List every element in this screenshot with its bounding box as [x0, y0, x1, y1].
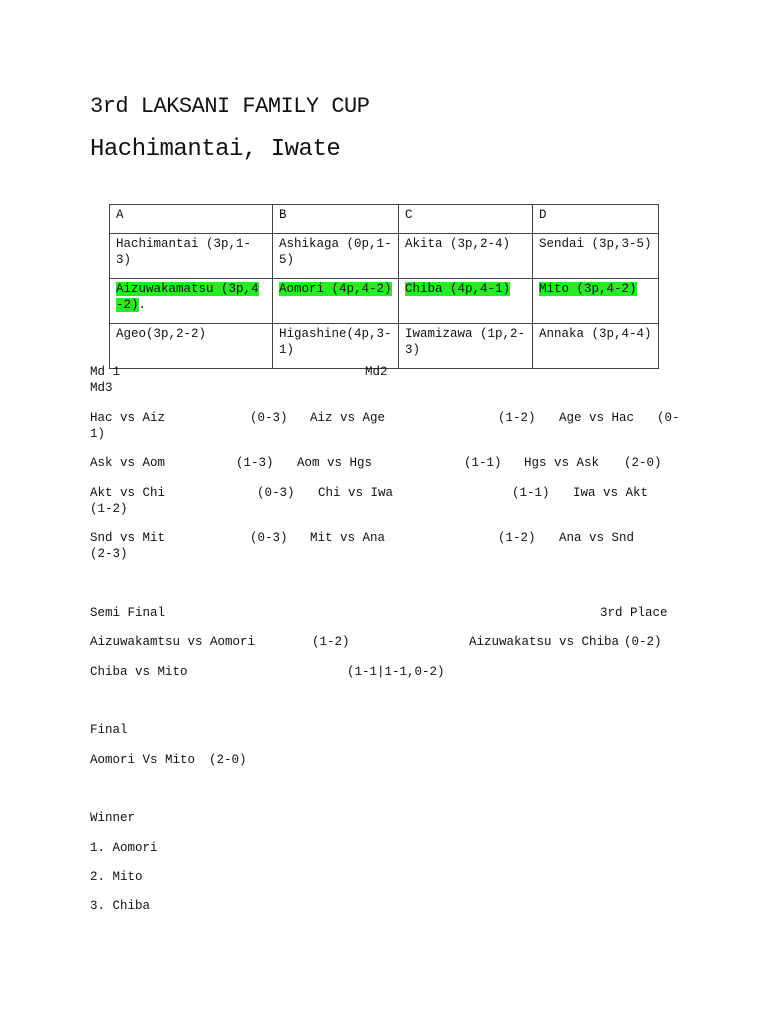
group-cell: Higashine(4p,3-1): [273, 324, 399, 369]
md2-match: Chi vs Iwa: [318, 486, 394, 500]
final-label: Final: [90, 723, 128, 737]
third-place-score: (0-2): [624, 635, 662, 649]
highlighted-text: Aizuwakamatsu (3p,4-2): [116, 282, 259, 312]
md3-score-wrap: (1-2): [90, 502, 128, 516]
group-header-a: A: [110, 205, 273, 234]
md1-score: (0-3): [257, 486, 295, 500]
md2-match: Mit vs Ana: [310, 531, 386, 545]
group-cell: Ageo(3p,2-2): [110, 324, 273, 369]
groups-table: [109, 204, 659, 369]
group-cell: Annaka (3p,4-4): [533, 324, 659, 369]
highlighted-text: Chiba (4p,4-1): [405, 282, 511, 296]
semi-final-label: Semi Final: [90, 606, 166, 620]
winner-label: Winner: [90, 811, 136, 825]
md2-match: Aom vs Hgs: [297, 456, 373, 470]
md2-score: (1-2): [498, 531, 536, 545]
highlighted-text: Mito (3p,4-2): [539, 282, 637, 296]
group-cell: Ashikaga (0p,1-5): [273, 234, 399, 279]
md2-score: (1-1): [464, 456, 502, 470]
md3-label: Md3: [90, 381, 113, 395]
winner-place-1: 1. Aomori: [90, 841, 158, 855]
md3-score-wrap: 1): [90, 427, 106, 441]
md3-score-wrap: (2-3): [90, 547, 128, 561]
final-match: Aomori Vs Mito: [90, 753, 196, 767]
group-cell-highlighted: [273, 279, 399, 324]
md3-score: (0-: [657, 411, 680, 425]
highlighted-text: Aomori (4p,4-2): [279, 282, 392, 296]
md1-score: (1-3): [236, 456, 274, 470]
final-score: (2-0): [209, 753, 247, 767]
groups-header-row: [110, 205, 659, 234]
table-row: [110, 324, 659, 369]
md1-label: Md 1: [90, 365, 121, 379]
md3-match: Iwa vs Akt: [573, 486, 649, 500]
third-place-match: Aizuwakatsu vs Chiba: [469, 635, 620, 649]
group-header-d: D: [533, 205, 659, 234]
md2-label: Md2: [365, 365, 388, 379]
md3-match: Age vs Hac: [559, 411, 635, 425]
semi-match-1: Aizuwakamtsu vs Aomori: [90, 635, 256, 649]
third-place-label: 3rd Place: [600, 606, 668, 620]
group-header-b: B: [273, 205, 399, 234]
winner-place-3: 3. Chiba: [90, 899, 151, 913]
md1-match: Snd vs Mit: [90, 531, 166, 545]
semi-score-2: (1-1|1-1,0-2): [347, 665, 445, 679]
md1-score: (0-3): [250, 411, 288, 425]
document-location: Hachimantai, Iwate: [90, 136, 341, 163]
group-cell: Sendai (3p,3-5): [533, 234, 659, 279]
semi-match-2: Chiba vs Mito: [90, 665, 188, 679]
group-cell: Hachimantai (3p,1-3): [110, 234, 273, 279]
group-header-c: C: [399, 205, 533, 234]
group-cell-highlighted: [110, 279, 273, 324]
md3-match: Ana vs Snd: [559, 531, 635, 545]
md3-score: (2-0): [624, 456, 662, 470]
table-row: [110, 234, 659, 279]
document-title: 3rd LAKSANI FAMILY CUP: [90, 94, 370, 119]
winner-place-2: 2. Mito: [90, 870, 143, 884]
table-row-highlighted: [110, 279, 659, 324]
group-cell: Iwamizawa (1p,2-3): [399, 324, 533, 369]
group-cell: Akita (3p,2-4): [399, 234, 533, 279]
md2-score: (1-1): [512, 486, 550, 500]
md2-match: Aiz vs Age: [310, 411, 386, 425]
semi-score-1: (1-2): [312, 635, 350, 649]
group-cell-highlighted: [399, 279, 533, 324]
md1-match: Hac vs Aiz: [90, 411, 166, 425]
md3-match: Hgs vs Ask: [524, 456, 600, 470]
group-cell-highlighted: [533, 279, 659, 324]
md1-score: (0-3): [250, 531, 288, 545]
md2-score: (1-2): [498, 411, 536, 425]
md1-match: Akt vs Chi: [90, 486, 166, 500]
md1-match: Ask vs Aom: [90, 456, 166, 470]
row-suffix: .: [138, 298, 147, 312]
